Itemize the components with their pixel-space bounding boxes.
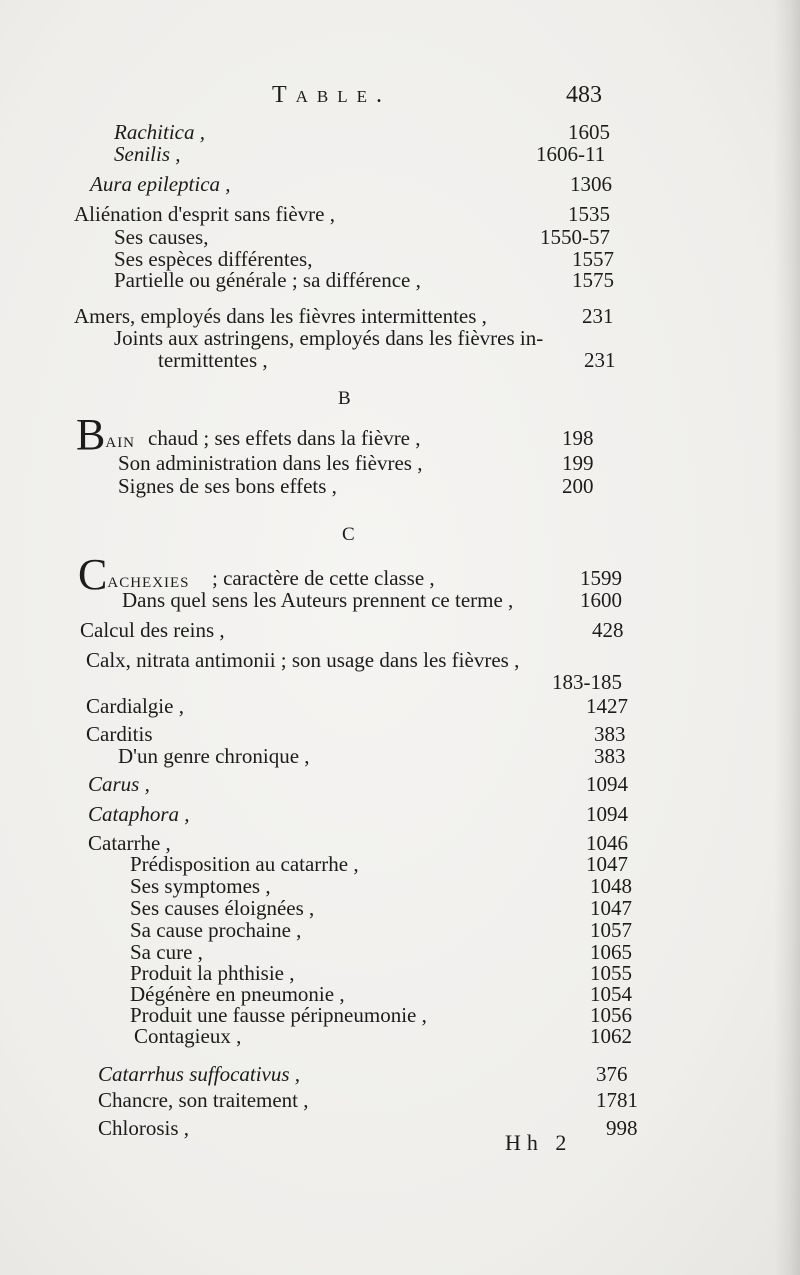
entry-label: Sa cure ,: [130, 940, 203, 964]
entry-label: termittentes ,: [158, 348, 268, 372]
entry-pages: 1094: [586, 772, 628, 796]
entry-label: Rachitica ,: [114, 120, 205, 144]
entry-label: Produit la phthisie ,: [130, 961, 295, 985]
entry-label: Contagieux ,: [134, 1024, 242, 1048]
entry-pages: 1600: [580, 588, 622, 612]
dropcap-c: C: [78, 550, 108, 599]
entry-pages: 1575: [572, 268, 614, 292]
entry-pages: 1781: [596, 1088, 638, 1112]
entry-pages: 428: [592, 618, 624, 642]
entry-pages: 200: [562, 474, 594, 498]
entry-pages: 1606-11: [536, 142, 606, 166]
entry-label: Aliénation d'esprit sans fièvre ,: [74, 202, 335, 226]
entry-pages: 183-185: [552, 670, 622, 694]
entry-label: chaud ; ses effets dans la fièvre ,: [148, 426, 421, 450]
entry-label: Carus ,: [88, 772, 150, 796]
section-letter-b: B: [338, 388, 351, 409]
entry-label: Dans quel sens les Auteurs prennent ce terme ,: [122, 588, 514, 612]
entry-pages: 1046: [586, 831, 628, 855]
entry-pages: 1094: [586, 802, 628, 826]
entry-pages: 1535: [568, 202, 610, 226]
entry-pages: 1055: [590, 961, 632, 985]
entry-pages: 1605: [568, 120, 610, 144]
section-b-heading: [76, 410, 136, 459]
smallcaps-word: achexies: [107, 568, 190, 592]
entry-pages: 231: [584, 348, 616, 372]
entry-label: Ses symptomes ,: [130, 874, 271, 898]
dropcap-b: B: [76, 410, 106, 459]
entry-label: ; caractère de cette classe ,: [212, 566, 435, 590]
entry-label: Dégénère en pneumonie ,: [130, 982, 345, 1006]
entry-label: Carditis: [86, 722, 153, 746]
entry-label: Sa cause prochaine ,: [130, 918, 302, 942]
entry-label: Catarrhus suffocativus ,: [98, 1062, 301, 1086]
page-number: 483: [566, 82, 602, 108]
entry-label: Signes de ses bons effets ,: [118, 474, 337, 498]
page-header: [0, 82, 800, 112]
entry-pages: 1557: [572, 247, 614, 271]
entry-pages: 1047: [586, 852, 628, 876]
entry-label: Prédisposition au catarrhe ,: [130, 852, 359, 876]
entry-label: Cardialgie ,: [86, 694, 184, 718]
entry-label: Partielle ou générale ; sa différence ,: [114, 268, 421, 292]
entry-pages: 198: [562, 426, 594, 450]
entry-pages: 1427: [586, 694, 628, 718]
entry-pages: 1306: [570, 172, 612, 196]
entry-label: Ses causes éloignées ,: [130, 896, 315, 920]
entry-pages: 383: [594, 722, 626, 746]
entry-label: Catarrhe ,: [88, 831, 171, 855]
entry-label: Joints aux astringens, employés dans les fièvres in-: [114, 326, 544, 350]
entry-label: Aura epileptica ,: [90, 172, 231, 196]
entry-label: Produit une fausse péripneumonie ,: [130, 1003, 427, 1027]
entry-pages: 231: [582, 304, 614, 328]
running-title: Table.: [272, 82, 392, 108]
section-letter-c: C: [342, 524, 355, 545]
entry-pages: 998: [606, 1116, 638, 1140]
entry-pages: 1057: [590, 918, 632, 942]
entry-pages: 1047: [590, 896, 632, 920]
entry-pages: 1599: [580, 566, 622, 590]
entry-label: Son administration dans les fièvres ,: [118, 451, 423, 475]
entry-label: Chancre, son traitement ,: [98, 1088, 309, 1112]
entry-label: Senilis ,: [114, 142, 181, 166]
entry-pages: 1054: [590, 982, 632, 1006]
entry-pages: 376: [596, 1062, 628, 1086]
signature-mark: Hh 2: [505, 1130, 573, 1155]
entry-label: Chlorosis ,: [98, 1116, 190, 1140]
entry-label: Amers, employés dans les fièvres intermittentes ,: [74, 304, 487, 328]
entry-pages: 1062: [590, 1024, 632, 1048]
entry-label: Ses espèces différentes,: [114, 247, 313, 271]
entry-label: D'un genre chronique ,: [118, 744, 310, 768]
entry-label: Calx, nitrata antimonii ; son usage dans les fièvres ,: [86, 648, 520, 672]
smallcaps-word: ain: [105, 428, 136, 452]
entry-pages: 1550-57: [540, 225, 610, 249]
entry-pages: 1056: [590, 1003, 632, 1027]
entry-label: Ses causes,: [114, 225, 209, 249]
entry-pages: 199: [562, 451, 594, 475]
entry-pages: 1048: [590, 874, 632, 898]
entry-pages: 383: [594, 744, 626, 768]
entry-pages: 1065: [590, 940, 632, 964]
entry-label: Cataphora ,: [88, 802, 190, 826]
entry-label: Calcul des reins ,: [80, 618, 225, 642]
